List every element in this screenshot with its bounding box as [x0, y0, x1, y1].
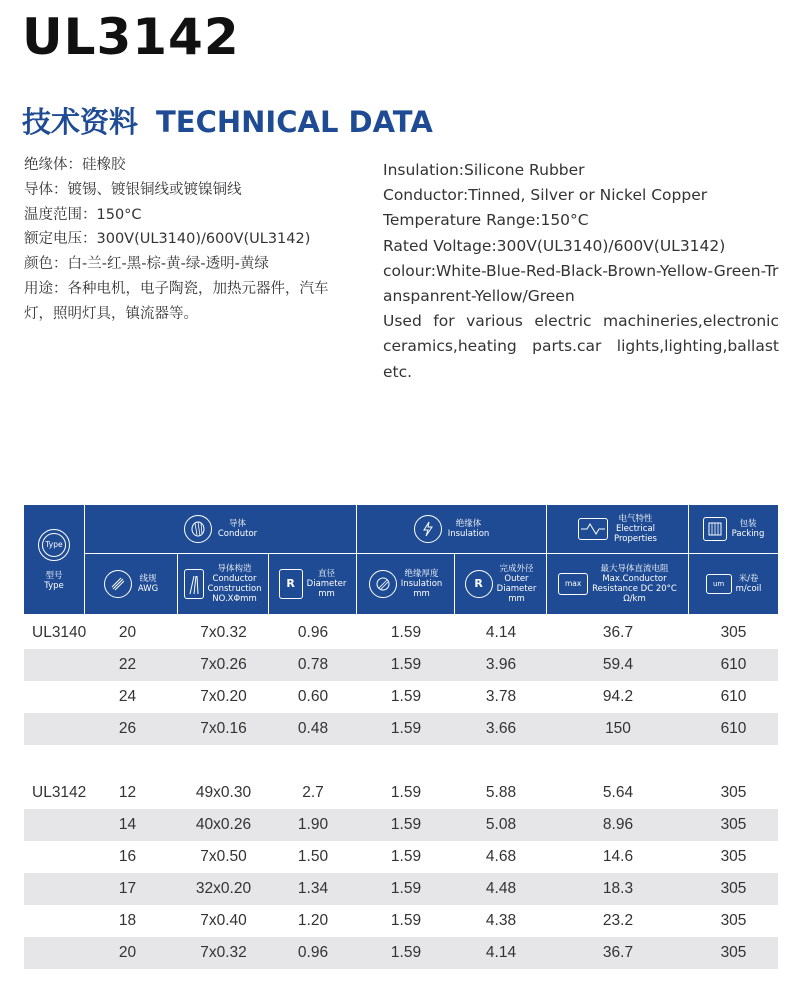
cell-construction: 7x0.32 [200, 944, 247, 961]
cell-resistance: 59.4 [602, 656, 634, 673]
cell-packing: 305 [720, 816, 747, 833]
header-awg: 线规 AWG [85, 554, 178, 614]
cell-construction: 7x0.32 [200, 624, 247, 641]
cell-construction: 40x0.26 [195, 816, 252, 833]
cell-insulation: 1.59 [390, 816, 422, 833]
cell-outer-diameter: 4.14 [485, 944, 517, 961]
cell-diameter: 0.78 [297, 656, 329, 673]
coil-icon [703, 517, 727, 541]
table-row [24, 905, 778, 937]
spec-list-cn [24, 153, 354, 327]
page-title: UL3142 [22, 8, 240, 66]
spec-temperature-en: Temperature Range:150°C [383, 211, 589, 230]
cell-diameter: 1.34 [297, 880, 329, 897]
cell-diameter: 0.48 [297, 720, 329, 737]
section-heading-cn: 技术资料 [22, 105, 139, 139]
cell-diameter: 0.96 [297, 624, 329, 641]
cell-construction: 32x0.20 [195, 880, 252, 897]
cell-insulation: 1.59 [390, 688, 422, 705]
cell-diameter: 2.7 [302, 784, 324, 801]
table-header [24, 505, 778, 614]
cell-packing: 305 [720, 848, 747, 865]
spec-colour-en: colour:White-Blue-Red-Black-Brown-Yellow-Green-Transpanrent-Yellow/Green [383, 261, 779, 306]
cell-outer-diameter: 4.48 [485, 880, 517, 897]
cell-insulation: 1.59 [390, 624, 422, 641]
cell-outer-diameter: 4.14 [485, 624, 517, 641]
header-construction: 导体构造 Conductor Construction NO.XΦmm [178, 554, 269, 614]
max-resistance-icon: max [558, 573, 588, 595]
outer-diameter-icon: R [465, 570, 493, 598]
spec-conductor-en: Conductor:Tinned, Silver or Nickel Copper [383, 186, 708, 205]
table-row [24, 617, 778, 649]
cell-construction: 7x0.26 [200, 656, 247, 673]
cell-packing: 305 [720, 784, 747, 801]
cell-resistance: 18.3 [602, 880, 634, 897]
cell-resistance: 14.6 [602, 848, 634, 865]
cell-awg: 20 [118, 944, 137, 961]
cell-insulation: 1.59 [390, 784, 422, 801]
table-row [24, 937, 778, 969]
header-electrical-group: 电气特性 Electrical Properties [547, 505, 689, 554]
cell-insulation: 1.59 [390, 656, 422, 673]
cell-packing: 305 [720, 944, 747, 961]
table-row [24, 841, 778, 873]
cell-resistance: 36.7 [602, 624, 634, 641]
header-insulation-group: 绝缘体 Insulation [357, 505, 547, 554]
spec-insulation-cn: 绝缘体：硅橡胶 [24, 157, 126, 173]
table-row [24, 873, 778, 905]
cell-awg: 14 [118, 816, 137, 833]
cell-insulation: 1.59 [390, 880, 422, 897]
cell-awg: 26 [118, 720, 137, 737]
cell-insulation: 1.59 [390, 912, 422, 929]
spec-conductor-cn: 导体：镀锡、镀银铜线或镀镍铜线 [24, 181, 242, 198]
cell-packing: 305 [720, 880, 747, 897]
cell-outer-diameter: 3.66 [485, 720, 517, 737]
spec-voltage-cn: 额定电压：300V(UL3140)/600V(UL3142) [24, 231, 311, 248]
cell-resistance: 150 [605, 720, 631, 737]
cell-diameter: 0.60 [297, 688, 329, 705]
strand-icon [184, 569, 204, 599]
cell-awg: 18 [118, 912, 137, 929]
spec-insulation-en: Insulation:Silicone Rubber [383, 161, 585, 179]
cell-insulation: 1.59 [390, 720, 422, 737]
cell-construction: 7x0.16 [200, 720, 247, 737]
table-row [24, 681, 778, 713]
cell-resistance: 36.7 [602, 944, 634, 961]
spec-usage-cn: 用途：各种电机，电子陶瓷，加热元器件，汽车灯，照明灯具，镇流器等。 [24, 280, 329, 322]
resistor-icon [578, 518, 608, 540]
header-conductor-group: 导体 Condutor [85, 505, 357, 554]
cell-awg: 16 [118, 848, 137, 865]
spec-voltage-en: Rated Voltage:300V(UL3140)/600V(UL3142) [383, 236, 726, 255]
diameter-icon: R [279, 569, 303, 599]
cell-resistance: 94.2 [602, 688, 634, 705]
header-insulation-thickness: 绝缘厚度 Insulation mm [357, 554, 455, 614]
cell-insulation: 1.59 [390, 848, 422, 865]
cell-outer-diameter: 3.96 [485, 656, 517, 673]
section-heading [22, 100, 433, 141]
table-row [24, 713, 778, 745]
cell-diameter: 1.20 [297, 912, 329, 929]
spec-usage-en: Used for various electric machineries,electronic ceramics,heating parts.car lights,lighting,ballast etc. [383, 312, 779, 381]
cell-diameter: 1.50 [297, 848, 329, 865]
cell-outer-diameter: 4.68 [485, 848, 517, 865]
cell-packing: 305 [720, 624, 747, 641]
cell-packing: 610 [720, 688, 747, 705]
header-packing-group: 包装 Packing [689, 505, 778, 554]
cell-insulation: 1.59 [390, 944, 422, 961]
cell-construction: 7x0.40 [200, 912, 247, 929]
lightning-icon [414, 515, 442, 543]
cell-construction: 7x0.20 [200, 688, 247, 705]
cell-construction: 7x0.50 [200, 848, 247, 865]
table-row [24, 809, 778, 841]
section-heading-en: TECHNICAL DATA [156, 105, 433, 139]
cell-diameter: 0.96 [297, 944, 329, 961]
cell-outer-diameter: 5.08 [485, 816, 517, 833]
spec-list-en [383, 158, 779, 385]
reel-icon: um [706, 574, 732, 594]
cell-resistance: 5.64 [602, 784, 634, 801]
cell-packing: 610 [720, 656, 747, 673]
cell-packing: 610 [720, 720, 747, 737]
cell-diameter: 1.90 [297, 816, 329, 833]
spec-temperature-cn: 温度范围：150°C [24, 206, 142, 223]
header-type [24, 505, 85, 614]
cell-packing: 305 [720, 912, 747, 929]
cell-resistance: 8.96 [602, 816, 634, 833]
header-outer-diameter: R 完成外径 Outer Diameter mm [455, 554, 547, 614]
wire-gauge-icon [104, 570, 132, 598]
cell-type: UL3140 [32, 624, 87, 641]
cell-outer-diameter: 5.88 [485, 784, 517, 801]
header-type-cn: 型号 [45, 570, 63, 581]
type-icon: Type [38, 529, 70, 561]
table-row [24, 777, 778, 809]
cell-construction: 49x0.30 [195, 784, 252, 801]
header-resistance: max 最大导体直流电阻 Max.Conductor Resistance DC 20°C Ω/km [547, 554, 689, 614]
cell-awg: 17 [118, 880, 137, 897]
header-diameter: R 直径 Diameter mm [269, 554, 357, 614]
cell-type: UL3142 [32, 784, 87, 801]
header-type-en: Type [44, 580, 64, 591]
conductor-icon [184, 515, 212, 543]
cell-awg: 22 [118, 656, 137, 673]
cell-outer-diameter: 4.38 [485, 912, 517, 929]
table-row [24, 649, 778, 681]
header-packing-length: um 米/卷 m/coil [689, 554, 778, 614]
cell-resistance: 23.2 [602, 912, 634, 929]
spec-colour-cn: 颜色：白-兰-红-黑-棕-黄-绿-透明-黄绿 [24, 256, 269, 273]
cell-outer-diameter: 3.78 [485, 688, 517, 705]
thickness-icon [369, 570, 397, 598]
cell-awg: 24 [118, 688, 137, 705]
cell-awg: 12 [118, 784, 137, 801]
cell-awg: 20 [118, 624, 137, 641]
